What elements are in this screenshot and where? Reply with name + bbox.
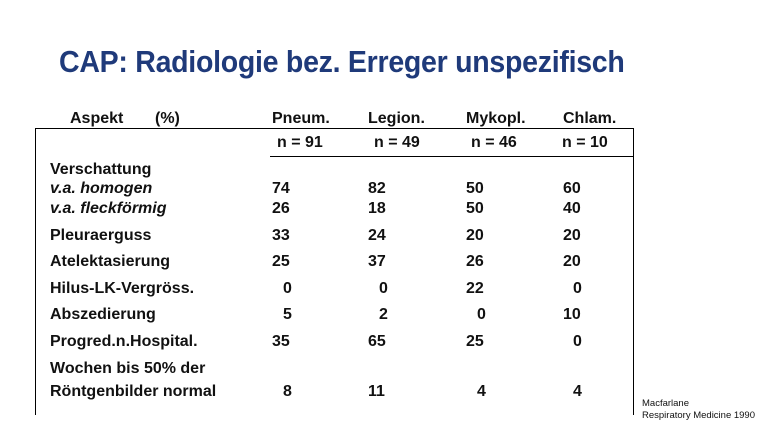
cell-value: 4 <box>573 383 582 400</box>
cell-value: 8 <box>283 383 292 400</box>
cell-value: 40 <box>563 200 581 217</box>
row-label-wochen: Wochen bis 50% der <box>50 360 206 377</box>
cell-value: 22 <box>466 280 484 297</box>
header-divider <box>270 156 634 157</box>
cell-value: 26 <box>272 200 290 217</box>
cell-value: 20 <box>466 227 484 244</box>
header-col-chlam: Chlam. <box>563 110 617 127</box>
cell-value: 2 <box>379 306 388 323</box>
cell-value: 0 <box>573 333 582 350</box>
cell-value: 60 <box>563 180 581 197</box>
cell-value: 24 <box>368 227 386 244</box>
count-mykopl: n = 46 <box>471 134 517 151</box>
row-label-fleckfoermig: v.a. fleckförmig <box>50 200 167 217</box>
count-chlam: n = 10 <box>562 134 608 151</box>
row-label-abszedierung: Abszedierung <box>50 306 156 323</box>
row-label-verschattung: Verschattung <box>50 161 152 178</box>
header-col-pneum: Pneum. <box>272 110 330 127</box>
row-label-pleuraerguss: Pleuraerguss <box>50 227 152 244</box>
cell-value: 25 <box>466 333 484 350</box>
source-citation <box>642 398 755 422</box>
cell-value: 0 <box>477 306 486 323</box>
source-author: Macfarlane <box>642 398 689 409</box>
cell-value: 37 <box>368 253 386 270</box>
cell-value: 26 <box>466 253 484 270</box>
cell-value: 74 <box>272 180 290 197</box>
row-label-homogen: v.a. homogen <box>50 180 153 197</box>
cell-value: 82 <box>368 180 386 197</box>
count-pneum: n = 91 <box>277 134 323 151</box>
cell-value: 0 <box>573 280 582 297</box>
row-label-hilus: Hilus-LK-Vergröss. <box>50 280 195 297</box>
cell-value: 0 <box>283 280 292 297</box>
slide-title: CAP: Radiologie bez. Erreger unspezifisch <box>59 44 625 79</box>
cell-value: 10 <box>563 306 581 323</box>
cell-value: 18 <box>368 200 386 217</box>
cell-value: 20 <box>563 253 581 270</box>
header-col-legion: Legion. <box>368 110 425 127</box>
header-col-mykopl: Mykopl. <box>466 110 526 127</box>
cell-value: 33 <box>272 227 290 244</box>
cell-value: 20 <box>563 227 581 244</box>
header-percent: (%) <box>155 110 180 127</box>
cell-value: 50 <box>466 200 484 217</box>
cell-value: 11 <box>368 383 385 400</box>
count-legion: n = 49 <box>374 134 420 151</box>
cell-value: 65 <box>368 333 386 350</box>
header-aspect: Aspekt <box>70 110 124 127</box>
cell-value: 0 <box>379 280 388 297</box>
source-journal: Respiratory Medicine 1990 <box>642 410 756 421</box>
cell-value: 35 <box>272 333 290 350</box>
cell-value: 50 <box>466 180 484 197</box>
cell-value: 4 <box>477 383 486 400</box>
row-label-roentgen: Röntgenbilder normal <box>50 383 217 400</box>
row-label-atelektasierung: Atelektasierung <box>50 253 171 270</box>
cell-value: 25 <box>272 253 290 270</box>
row-label-progred: Progred.n.Hospital. <box>50 333 198 350</box>
cell-value: 5 <box>283 306 292 323</box>
